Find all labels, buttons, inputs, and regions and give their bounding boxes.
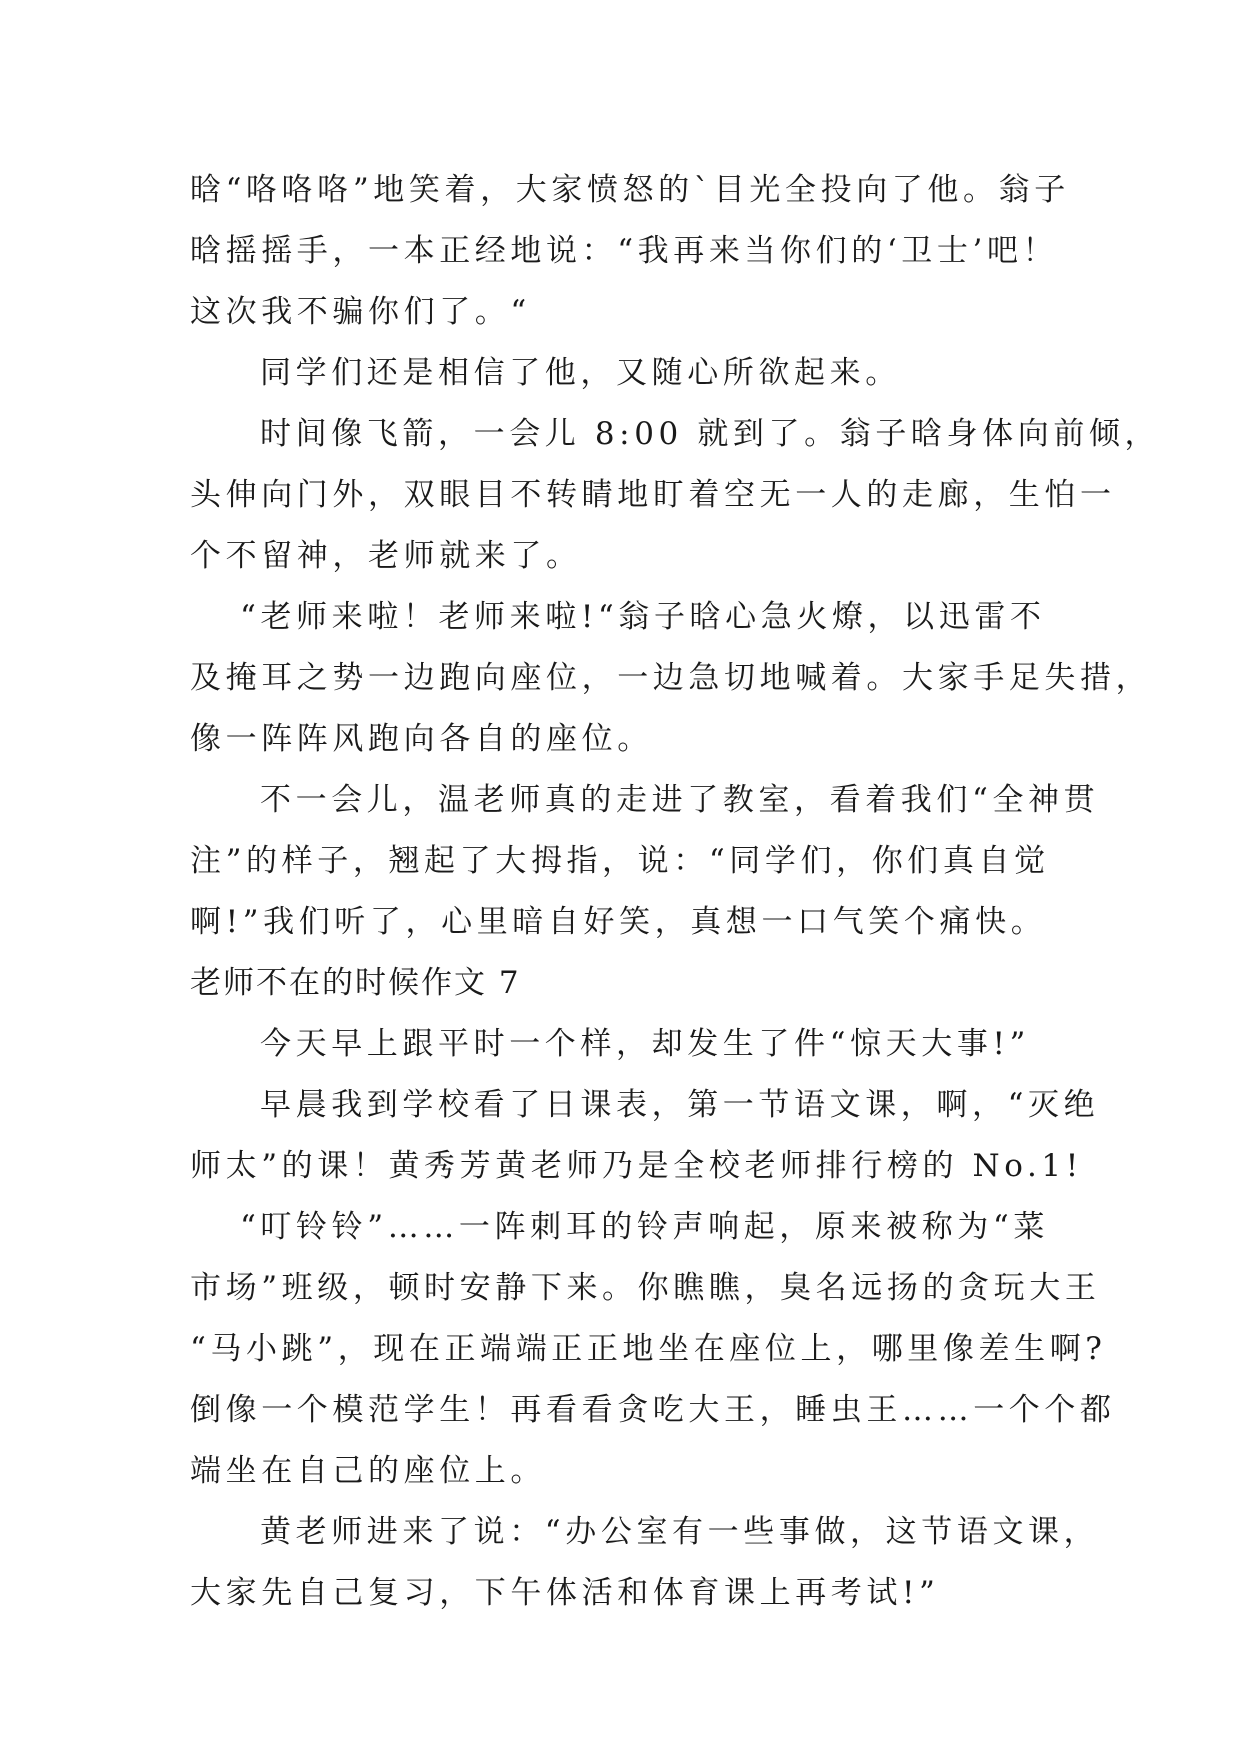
paragraph-start-line: 今天早上跟平时一个样，却发生了件“惊天大事!”	[260, 1026, 1030, 1062]
text-line: 晗摇摇手，一本正经地说：“我再来当你们的‘卫士’吧！	[190, 233, 1059, 269]
text-line: “马小跳”，现在正端端正正地坐在座位上，哪里像差生啊?	[190, 1331, 1107, 1367]
paragraph-start-line: “叮铃铃”……一阵刺耳的铃声响起，原来被称为“菜	[240, 1209, 1049, 1245]
text-line: 注”的样子，翘起了大拇指，说：“同学们，你们真自觉	[190, 843, 1050, 879]
text-line: 像一阵阵风跑向各自的座位。	[190, 721, 653, 757]
text-line: 头伸向门外，双眼目不转睛地盯着空无一人的走廊，生怕一	[190, 477, 1116, 513]
paragraph-start-line: 同学们还是相信了他，又随心所欲起来。	[260, 355, 901, 391]
text-line: 大家先自己复习，下午体活和体育课上再考试!”	[190, 1575, 940, 1611]
document-body	[190, 160, 1161, 1624]
text-line: 啊!”我们听了，心里暗自好笑，真想一口气笑个痛快。	[190, 904, 1047, 940]
text-line: 这次我不骗你们了。“	[190, 294, 531, 330]
section-heading: 老师不在的时候作文 7	[190, 965, 521, 1001]
text-line: 市场”班级，顿时安静下来。你瞧瞧，臭名远扬的贪玩大王	[190, 1270, 1101, 1306]
paragraph-start-line: 黄老师进来了说：“办公室有一些事做，这节语文课，	[260, 1514, 1100, 1550]
text-line: 个不留神，老师就来了。	[190, 538, 582, 574]
text-line: 晗“咯咯咯”地笑着，大家愤怒的`目光全投向了他。翁子	[190, 172, 1070, 208]
text-line: 师太”的课！黄秀芳黄老师乃是全校老师排行榜的 No.1!	[190, 1148, 1083, 1184]
paragraph-start-line: “老师来啦！老师来啦!“翁子晗心急火燎，以迅雷不	[240, 599, 1046, 635]
paragraph-start-line: 不一会儿，温老师真的走进了教室，看着我们“全神贯	[260, 782, 1100, 818]
text-line: 及掩耳之势一边跑向座位，一边急切地喊着。大家手足失措，	[190, 660, 1152, 696]
paragraph-start-line: 早晨我到学校看了日课表，第一节语文课，啊，“灭绝	[260, 1087, 1100, 1123]
paragraph-start-line: 时间像飞箭，一会儿 8:00 就到了。翁子晗身体向前倾，	[260, 416, 1161, 452]
text-line: 端坐在自己的座位上。	[190, 1453, 546, 1489]
text-line: 倒像一个模范学生！再看看贪吃大王，睡虫王……一个个都	[190, 1392, 1116, 1428]
